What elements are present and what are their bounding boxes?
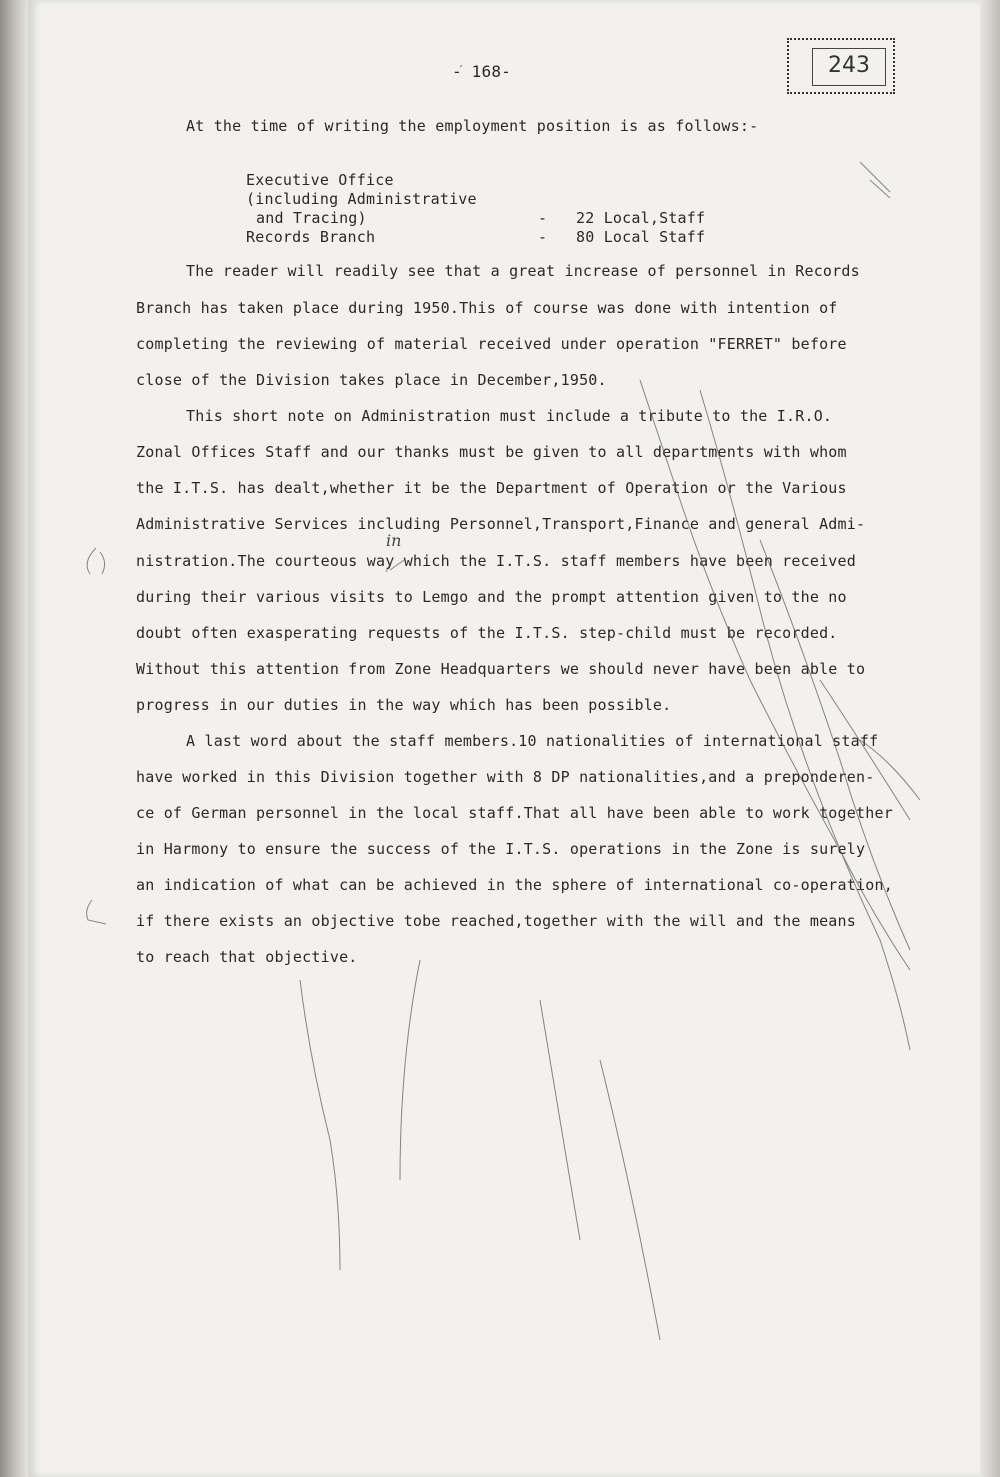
corner-scribble — [860, 162, 890, 198]
insertion-caret — [386, 560, 404, 572]
body-line: completing the reviewing of material received under operation "FERRET" before — [136, 335, 847, 353]
body-line: an indication of what can be achieved in the sphere of international co-operation, — [136, 876, 893, 894]
body-line: A last word about the staff members.10 nationalities of international staff — [186, 732, 879, 750]
intro-line: At the time of writing the employment position is as follows:- — [186, 117, 759, 135]
page-number: - 168- — [452, 62, 511, 81]
body-line: nistration.The courteous way which the I.T.S. staff members have been received — [136, 552, 856, 570]
table-dash: - — [538, 228, 548, 246]
pencil-streak — [300, 980, 340, 1270]
body-line: progress in our duties in the way which has been possible. — [136, 696, 672, 714]
dot-mark — [460, 65, 462, 67]
body-line: in Harmony to ensure the success of the I.T.S. operations in the Zone is surely — [136, 840, 866, 858]
pencil-streak — [820, 680, 910, 820]
pencil-streak — [540, 1000, 580, 1240]
body-line: to reach that objective. — [136, 948, 358, 966]
margin-bracket-mark — [87, 900, 106, 924]
body-line: have worked in this Division together with 8 DP nationalities,and a preponderen- — [136, 768, 875, 786]
body-line: Without this attention from Zone Headquarters we should never have been able to — [136, 660, 866, 678]
body-line: Branch has taken place during 1950.This of course was done with intention of — [136, 299, 838, 317]
body-line: Administrative Services including Personnel,Transport,Finance and general Admi- — [136, 515, 866, 533]
table-label: Executive Office — [246, 171, 394, 189]
body-line: the I.T.S. has dealt,whether it be the Department of Operation or the Various — [136, 479, 847, 497]
body-line: The reader will readily see that a great increase of personnel in Records — [186, 262, 860, 280]
body-line: This short note on Administration must include a tribute to the I.R.O. — [186, 407, 833, 425]
pencil-streak — [640, 380, 910, 970]
pencil-streak — [700, 390, 910, 1050]
archive-stamp-number: 243 — [812, 48, 886, 86]
body-line: doubt often exasperating requests of the I.T.S. step-child must be recorded. — [136, 624, 838, 642]
pencil-streak — [400, 960, 420, 1180]
table-label: (including Administrative — [246, 190, 477, 208]
table-value: 80 Local Staff — [576, 228, 706, 246]
table-label: and Tracing) — [256, 209, 367, 227]
handwritten-insertion: in — [386, 531, 402, 550]
body-line: during their various visits to Lemgo and the prompt attention given to the no — [136, 588, 847, 606]
table-value: 22 Local,Staff — [576, 209, 706, 227]
body-line: ce of German personnel in the local staff.That all have been able to work together — [136, 804, 893, 822]
margin-tick-mark — [87, 548, 104, 574]
table-dash: - — [538, 209, 548, 227]
body-line: close of the Division takes place in December,1950. — [136, 371, 607, 389]
body-line: if there exists an objective tobe reached,together with the will and the means — [136, 912, 856, 930]
body-line: Zonal Offices Staff and our thanks must be given to all departments with whom — [136, 443, 847, 461]
pencil-streak — [760, 540, 910, 950]
pencil-streak — [600, 1060, 660, 1340]
table-label: Records Branch — [246, 228, 376, 246]
pencil-streak — [860, 740, 920, 800]
